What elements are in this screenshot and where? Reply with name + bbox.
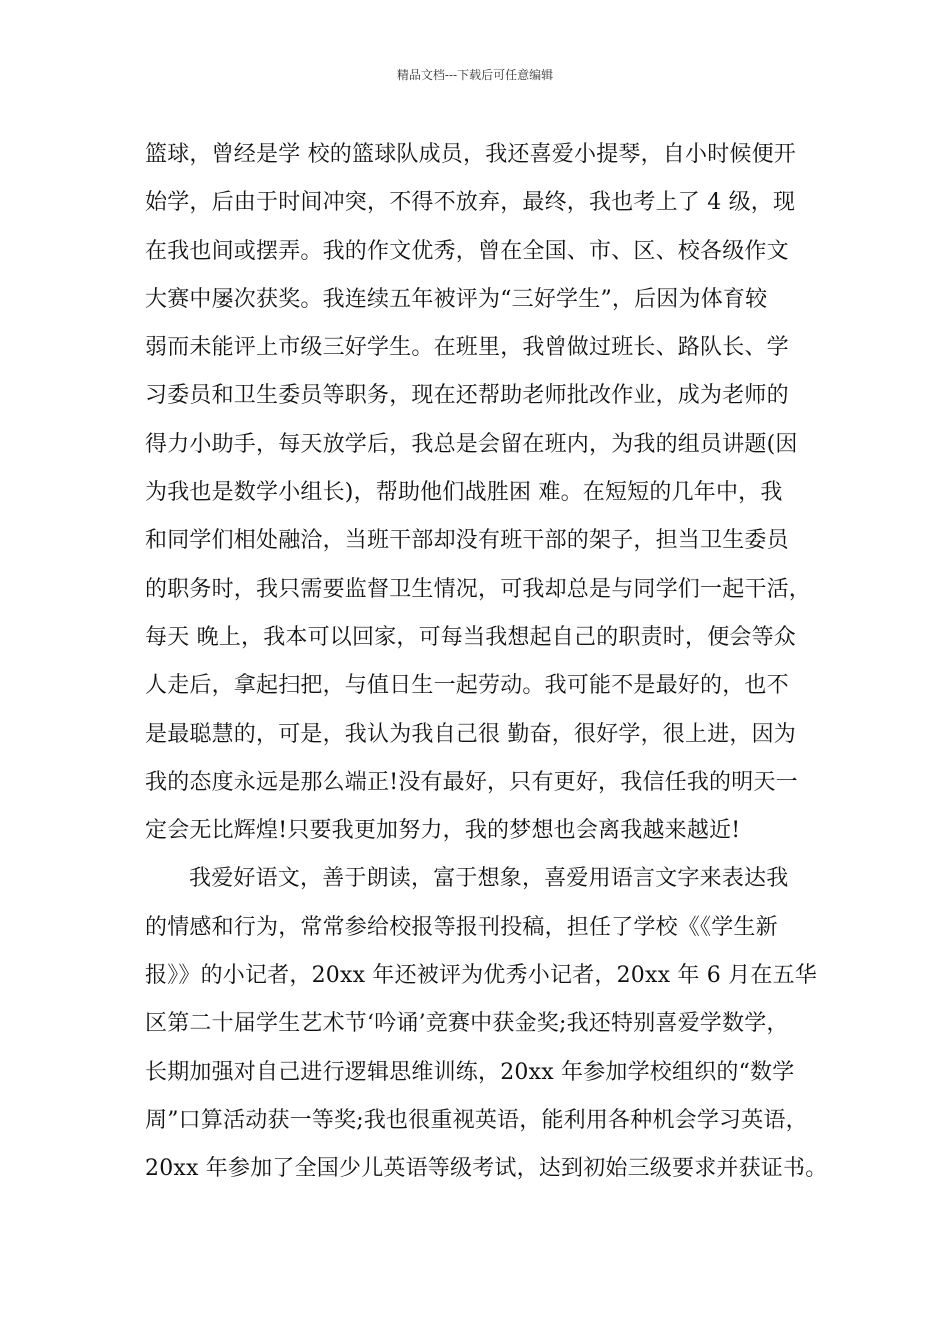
text-line: 在我也间或摆弄。我的作文优秀，曾在全国、市、区、校各级作文 [145,238,789,264]
text-line: 每天 晚上，我本可以回家，可每当我想起自己的职责时，便会等众 [145,624,796,650]
text-line: 20xx 年参加了全国少儿英语等级考试，达到初始三级要求并获证书。 [145,1156,828,1182]
text-line: 弱而未能评上市级三好学生。在班里，我曾做过班长、路队长、学 [145,335,789,361]
text-line: 我的态度永远是那么端正!没有最好，只有更好，我信任我的明天一 [145,769,798,795]
text-line: 我爱好语文，善于朗读，富于想象，喜爱用语言文字来表达我 [189,866,789,892]
text-line: 始学，后由于时间冲突，不得不放弃，最终，我也考上了 4 级，现 [145,190,796,216]
text-line: 定会无比辉煌!只要我更加努力，我的梦想也会离我越来越近! [145,818,741,844]
text-line: 的情感和行为，常常参给校报等报刊投稿，担任了学校《《学生新 [145,914,778,940]
text-line: 人走后，拿起扫把，与值日生一起劳动。我可能不是最好的，也不 [145,673,789,699]
text-line: 大赛中屡次获奖。我连续五年被评为“三好学生”，后因为体育较 [145,286,768,312]
text-line: 和同学们相处融洽，当班干部却没有班干部的架子，担当卫生委员 [145,528,789,554]
text-line: 习委员和卫生委员等职务，现在还帮助老师批改作业，成为老师的 [145,383,789,409]
text-line: 长期加强对自己进行逻辑思维训练，20xx 年参加学校组织的“数学 [145,1059,795,1085]
text-line: 周”口算活动获一等奖;我也很重视英语，能利用各种机会学习英语， [145,1107,808,1133]
text-line: 为我也是数学小组长)，帮助他们战胜困 难。在短短的几年中，我 [145,480,783,506]
text-line: 区第二十届学生艺术节‘吟诵’竞赛中获金奖;我还特别喜爱学数学， [145,1011,789,1037]
paragraph-1 [145,131,845,855]
text-line: 得力小助手，每天放学后，我总是会留在班内，为我的组员讲题(因 [145,431,798,457]
page-header: 精品文档---下载后可任意编辑 [396,68,554,82]
text-line: 的职务时，我只需要监督卫生情况，可我却总是与同学们一起干活， [145,576,812,602]
text-line: 是最聪慧的，可是，我认为我自己很 勤奋，很好学，很上进，因为 [145,721,796,747]
text-line: 报》》的小记者，20xx 年还被评为优秀小记者，20xx 年 6 月在五华 [145,963,817,989]
text-line: 篮球，曾经是学 校的篮球队成员，我还喜爱小提琴，自小时候便开 [145,142,796,167]
document-body [145,131,845,1194]
paragraph-2 [145,855,845,1193]
